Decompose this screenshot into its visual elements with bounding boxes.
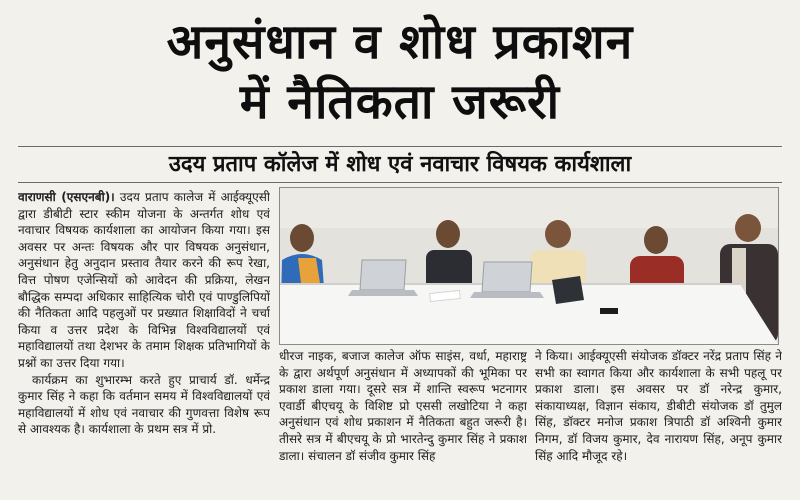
- laptop-3: [552, 276, 584, 304]
- subheadline: उदय प्रताप कॉलेज में शोध एवं नवाचार विषयक कार्यशाला: [168, 152, 632, 177]
- article-paragraph-2: कार्यक्रम का शुभारम्भ करते हुए प्राचार्य डॉ. धर्मेन्द्र कुमार सिंह ने कहा कि वर्तमान समय में विश्वविद्यालयों एवं महाविद्यालयों में शोध एवं नवाचार की गुणवत्ता विशेष रूप से आवश्यक है। कार्यशाला के प्रथम सत्र में प्रो.: [18, 372, 270, 437]
- divider-bottom: [18, 182, 782, 183]
- article-column-3: [535, 348, 782, 495]
- article-column-3-text: ने किया। आईक्यूएसी संयोजक डॉक्टर नरेंद्र प्रताप सिंह ने सभी का स्वागत किया और कार्यशाला के सभी पहलू पर प्रकाश डाला। इस अवसर पर डॉ नरेन्द्र कुमार, संकायाध्यक्ष, विज्ञान संकाय, डीबीटी संयोजक डॉ तुमुल सिंह, डॉक्टर मनोज प्रकाश त्रिपाठी डॉ अश्विनी कुमार निगम, डॉ विजय कुमार, देव नारायण सिंह, अनूप कुमार सिंह आदि मौजूद रहे।: [535, 349, 782, 463]
- workshop-photo-illustration: [280, 188, 778, 344]
- article-lead-paragraph: [18, 189, 270, 372]
- headline-line-1: अनुसंधान व शोध प्रकाशन: [166, 14, 634, 70]
- lead-text: उदय प्रताप कालेज में आईक्यूएसी द्वारा डीबीटी स्टार स्कीम योजना के अन्तर्गत शोध एवं नवाचार विषयक कार्यशाला का आयोजन किया गया। इस अवसर पर अन्तः विषयक और पार विषयक अनुसंधान, अनुसंधान हेतु अनुदान प्रस्ताव तैयार करने की रूप रेखा, वित्त पोषण एजेन्सियों को आवेदन की प्रक्रिया, लेखन बौद्धिक सम्पदा अधिकार साहित्यिक चोरी एवं पाण्डुलिपियों की नैतिकता आदि पहलुओं पर प्रख्यात शिक्षाविदों ने चर्चा किया व उत्तर प्रदेश के विभिन्न विश्वविद्यालयों एवं महाविद्यालयों तथा देशभर के तमाम शिक्षक प्रतिभागियों के प्रश्नों का उत्तर दिया गया।: [18, 190, 270, 370]
- article-column-2-text: धीरज नाइक, बजाज कालेज ऑफ साइंस, वर्धा, महाराष्ट्र के द्वारा अर्थपूर्ण अनुसंधान में अध्यापकों की भूमिका पर प्रकाश डाला गया। दूसरे सत्र में शान्ति स्वरूप भटनागर एवार्डी बीएचयू के विशिष्ट प्रो एससी लखोटिया ने कहा अनुसंधान एवं शोध प्रकाशन में नैतिकता बहुत जरूरी है। तीसरे सत्र में बीएचयू के प्रो भारतेन्दु कुमार सिंह ने प्रकाश डाला। संचालन डॉ संजीव कुमार सिंह: [279, 349, 527, 463]
- dateline: वाराणसी (एसएनबी)।: [18, 190, 115, 204]
- article-column-1: [18, 189, 270, 495]
- phone: [600, 308, 618, 314]
- workshop-photo: [279, 187, 779, 345]
- divider-top: [18, 146, 782, 147]
- wall-upper: [280, 188, 778, 228]
- headline-line-2: में नैतिकता जरूरी: [239, 74, 561, 130]
- article-column-2: [279, 348, 527, 495]
